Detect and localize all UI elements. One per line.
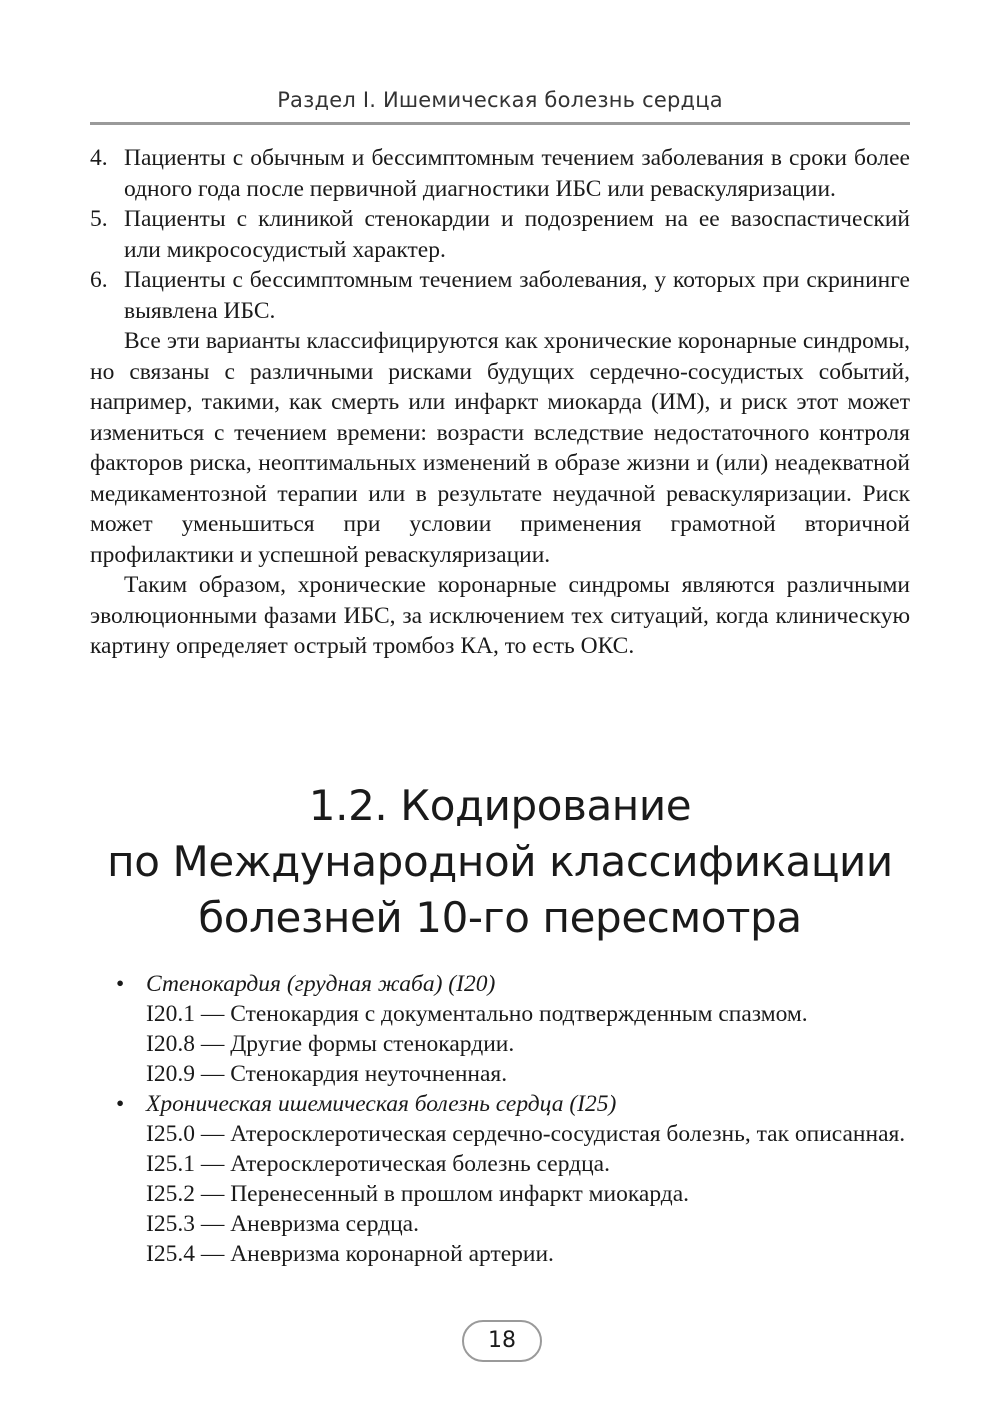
list-item-text: Пациенты с бессимптомным течением заболевания, у которых при скрининге выявлена ИБС. bbox=[124, 267, 910, 324]
bullet-icon: • bbox=[116, 971, 125, 997]
section-title-line: болезней 10-го пересмотра bbox=[198, 893, 802, 942]
code-entry: I25.3 — Аневризма сердца. bbox=[146, 1211, 419, 1237]
icd-code-list bbox=[118, 969, 910, 1269]
list-item-number: 6. bbox=[90, 267, 108, 293]
paragraph: Все эти варианты классифицируются как хронические коронарные синдромы, но связаны с различными рисками будущих сердечно-сосудистых событий, например, такими, как смерть или инфаркт миокарда (ИМ), и риск этот может измениться с течением времени: возрасти вследствие недостаточного контроля факторов риска, неоптимальных изменений в образе жизни и (или) неадекватной медикаментозной терапии или в результате неудачной реваскуляризации. Риск может уменьшиться при условии применения грамотной вторичной профилактики и успешной реваскуляризации. bbox=[90, 328, 910, 568]
page-number: 18 bbox=[462, 1320, 542, 1362]
code-group-title-text: Хроническая ишемическая болезнь сердца (I25) bbox=[146, 1091, 617, 1117]
code-entry: I20.1 — Стенокардия с документально подтвержденным спазмом. bbox=[146, 1001, 808, 1027]
bullet-icon: • bbox=[116, 1091, 125, 1117]
section-title bbox=[90, 778, 910, 946]
list-item-number: 5. bbox=[90, 206, 108, 232]
code-group-title bbox=[118, 1089, 910, 1119]
code-entry: I25.1 — Атеросклеротическая болезнь сердца. bbox=[146, 1151, 610, 1177]
list-item bbox=[90, 143, 910, 204]
code-entry: I25.2 — Перенесенный в прошлом инфаркт миокарда. bbox=[146, 1181, 690, 1207]
header-divider bbox=[90, 122, 910, 125]
running-head: Раздел I. Ишемическая болезнь сердца bbox=[277, 88, 723, 112]
section-title-line: по Международной классификации bbox=[107, 837, 893, 886]
body-text bbox=[90, 143, 910, 662]
code-entry: I25.4 — Аневризма коронарной артерии. bbox=[146, 1241, 554, 1267]
code-group bbox=[118, 969, 910, 1089]
code-group-title-text: Стенокардия (грудная жаба) (I20) bbox=[146, 971, 496, 997]
section-title-line: 1.2. Кодирование bbox=[308, 781, 692, 830]
code-entry: I25.0 — Атеросклеротическая сердечно-сосудистая болезнь, так описанная. bbox=[146, 1121, 906, 1147]
paragraph: Таким образом, хронические коронарные синдромы являются различными эволюционными фазами ИБС, за исключением тех ситуаций, когда клиническую картину определяет острый тромбоз КА, то есть ОКС. bbox=[90, 572, 910, 659]
code-entry: I20.8 — Другие формы стенокардии. bbox=[146, 1031, 515, 1057]
list-item bbox=[90, 265, 910, 326]
list-item-text: Пациенты с обычным и бессимптомным течением заболевания в сроки более одного года после первичной диагностики ИБС или реваскуляризации. bbox=[124, 145, 910, 202]
code-entry: I20.9 — Стенокардия неуточненная. bbox=[146, 1061, 508, 1087]
list-item-number: 4. bbox=[90, 145, 108, 171]
code-group-title bbox=[118, 969, 910, 999]
list-item-text: Пациенты с клиникой стенокардии и подозрением на ее вазоспастический или микрососудистый характер. bbox=[124, 206, 910, 263]
list-item bbox=[90, 204, 910, 265]
code-group bbox=[118, 1089, 910, 1269]
